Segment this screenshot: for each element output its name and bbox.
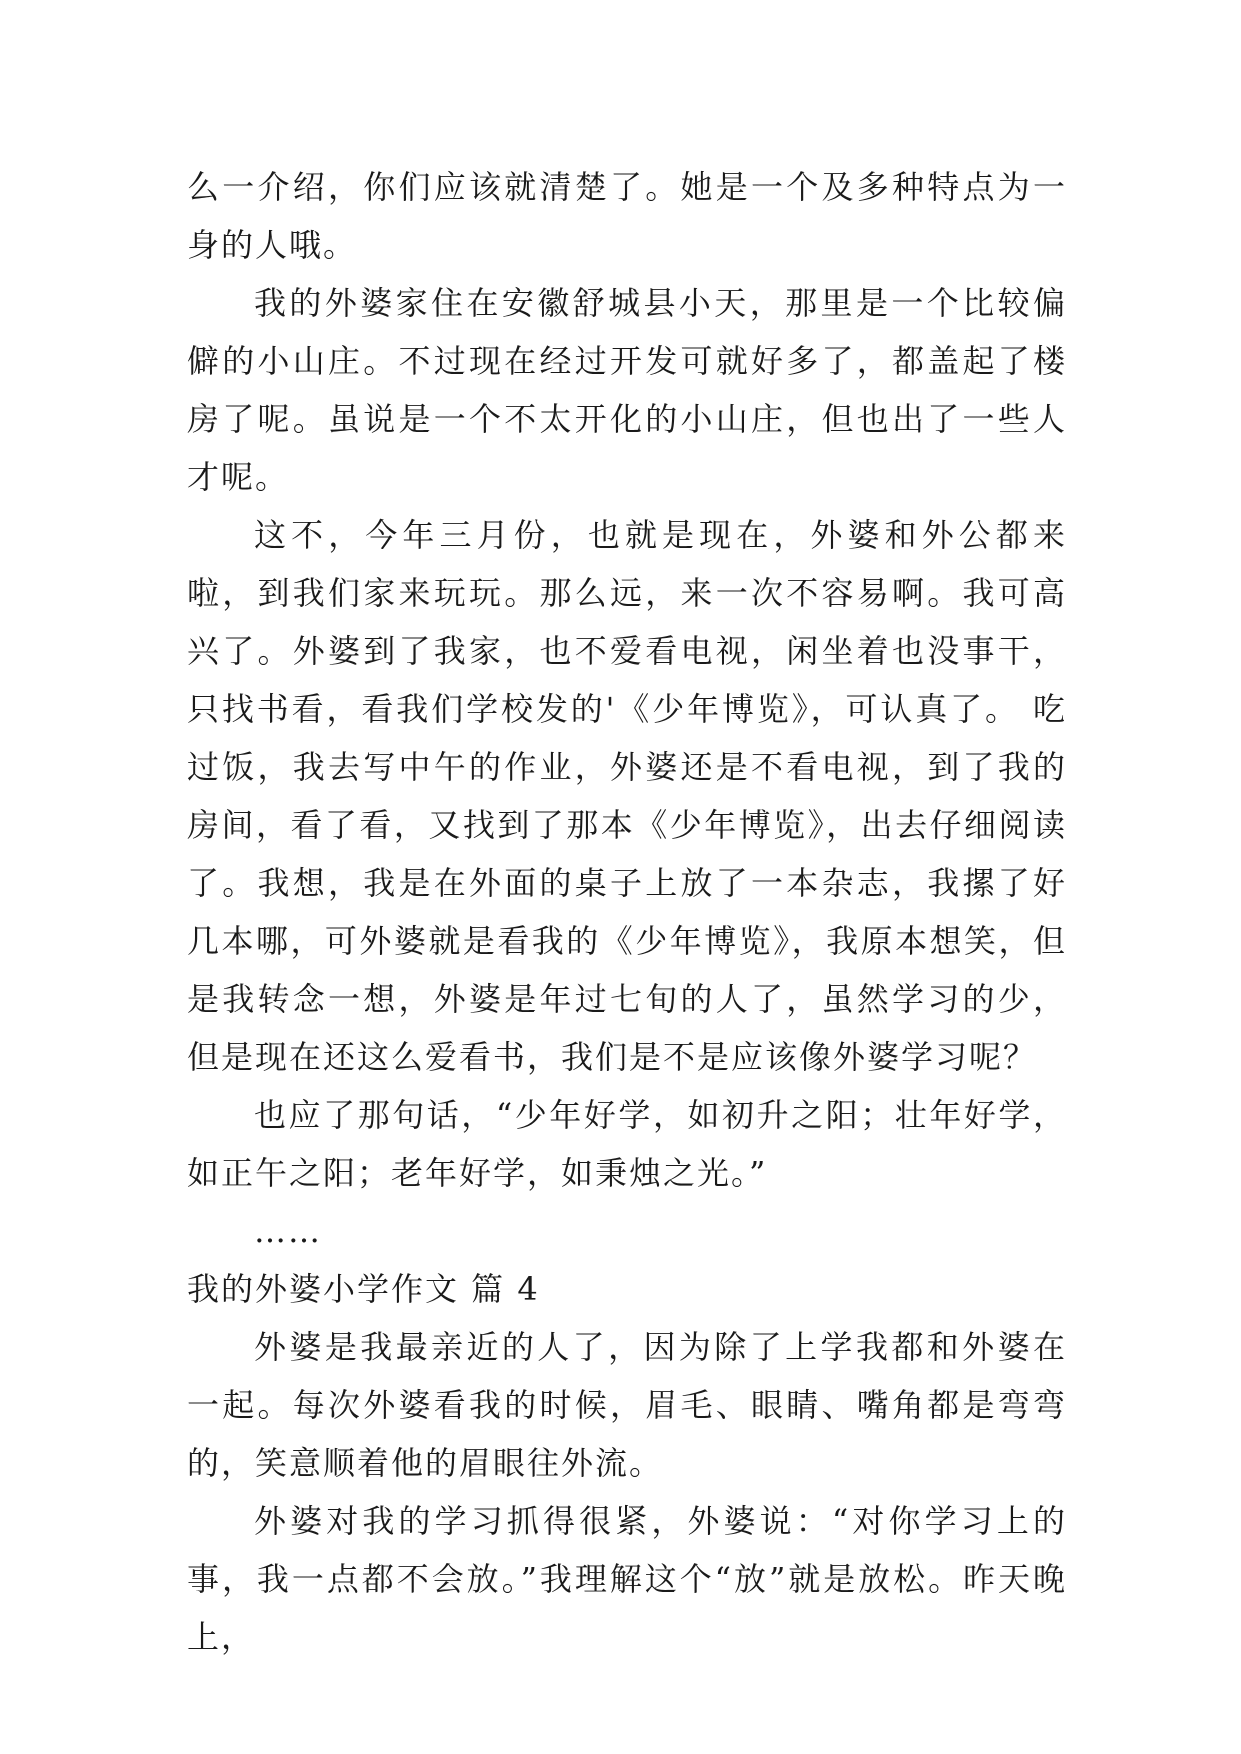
paragraph: 外婆是我最亲近的人了，因为除了上学我都和外婆在一起。每次外婆看我的时候，眉毛、眼睛、嘴角都是弯弯的，笑意顺着他的眉眼往外流。 — [187, 1328, 1067, 1482]
paragraph: 这不，今年三月份，也就是现在，外婆和外公都来啦，到我们家来玩玩。那么远，来一次不容易啊。我可高兴了。外婆到了我家，也不爱看电视，闲坐着也没事干，只找书看，看我们学校发的'《少年博览》，可认真了。 吃过饭，我去写中午的作业，外婆还是不看电视，到了我的房间，看了看，又找到了那本《少年博览》，出去仔细阅读了。我想，我是在外面的桌子上放了一本杂志，我摞了好几本哪，可外婆就是看我的《少年博览》，我原本想笑，但是我转念一想，外婆是年过七旬的人了，虽然学习的少，但是现在还这么爱看书，我们是不是应该像外婆学习呢？ — [187, 516, 1067, 1076]
paragraph: 我的外婆家住在安徽舒城县小天，那里是一个比较偏僻的小山庄。不过现在经过开发可就好多了，都盖起了楼房了呢。虽说是一个不太开化的小山庄，但也出了一些人才呢。 — [187, 284, 1067, 496]
section-title: 我的外婆小学作文 篇 4 — [187, 1270, 540, 1308]
paragraph: 么一介绍，你们应该就清楚了。她是一个及多种特点为一身的人哦。 — [187, 168, 1067, 264]
paragraph: 也应了那句话，“少年好学，如初升之阳；壮年好学，如正午之阳；老年好学，如秉烛之光。” — [187, 1096, 1067, 1192]
ellipsis: …… — [254, 1212, 322, 1250]
document-body — [187, 158, 1067, 1666]
paragraph: 外婆对我的学习抓得很紧，外婆说：“对你学习上的事，我一点都不会放。”我理解这个“放”就是放松。昨天晚上， — [187, 1502, 1067, 1656]
